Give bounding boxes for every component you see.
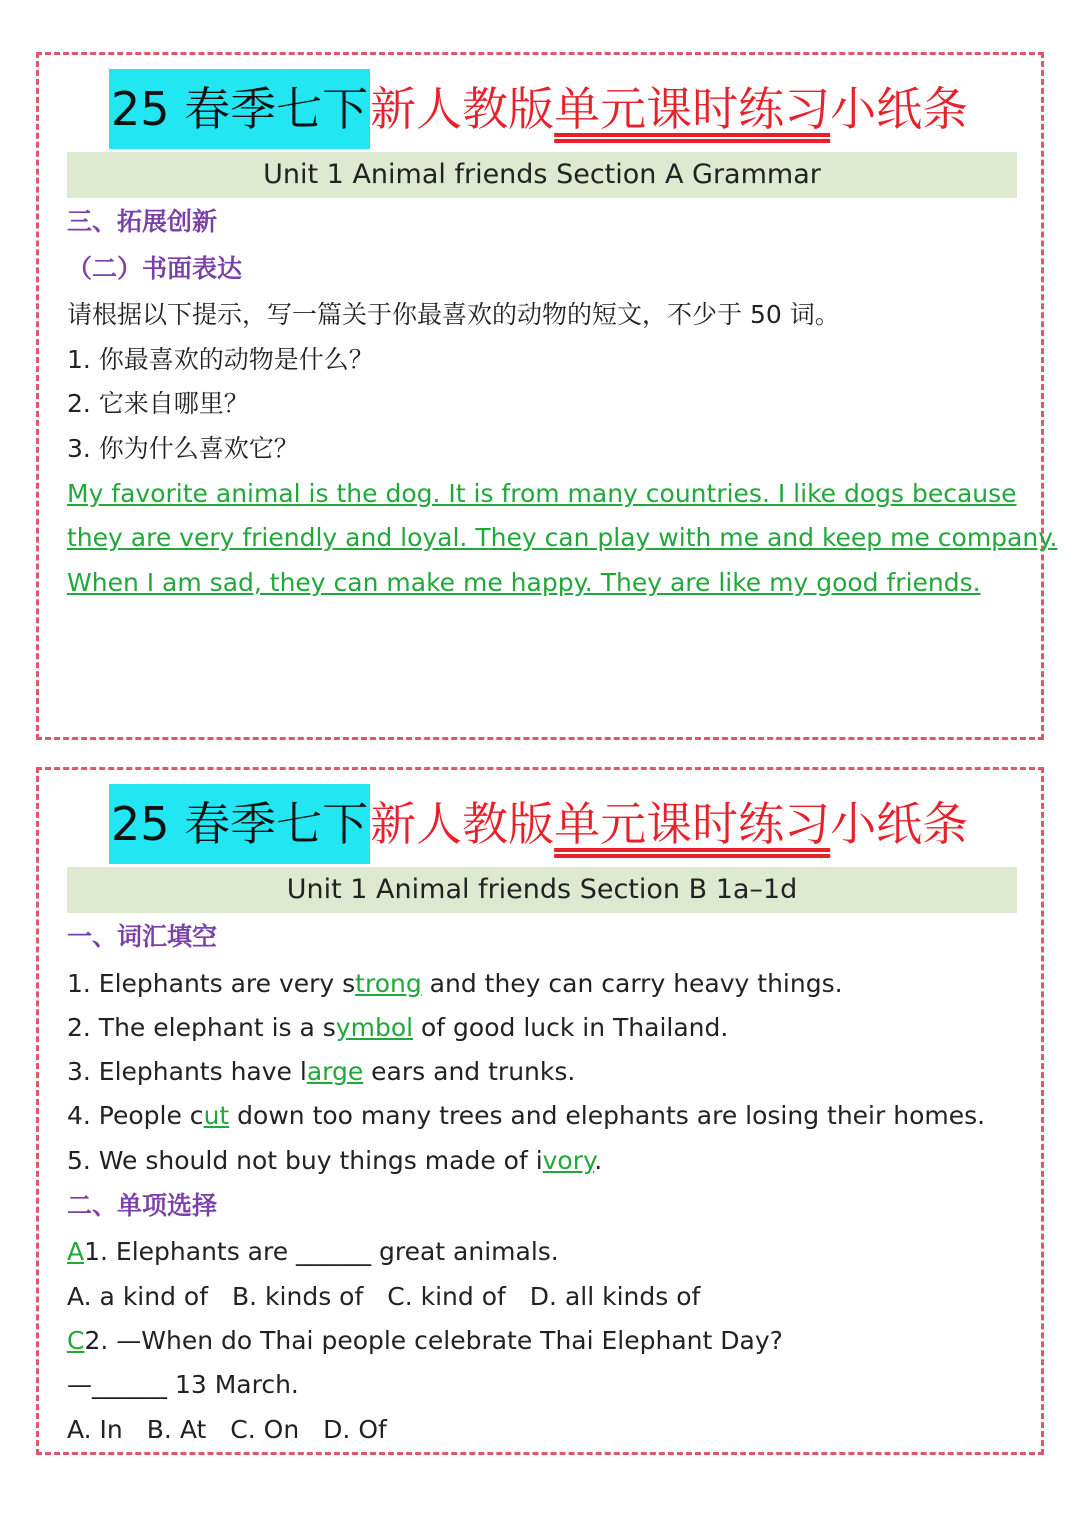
vocab-answer: ymbol <box>335 1013 414 1042</box>
vocab-after: of good luck in Thailand. <box>413 1013 729 1042</box>
prompt-item: 3. 你为什么喜欢它？ <box>67 434 299 463</box>
vocab-item <box>67 1054 575 1090</box>
question-answer: A <box>67 1237 85 1266</box>
vocab-answer: trong <box>355 969 422 998</box>
exercise-card-section-b <box>36 767 1044 1455</box>
question-1 <box>67 1234 559 1270</box>
option: A. In <box>67 1415 123 1444</box>
option: D. Of <box>323 1415 387 1444</box>
exercise-card-grammar <box>36 52 1058 740</box>
essay-line: When I am sad, they can make me happy. They are like my good friends. <box>67 568 981 597</box>
title-red-underlined: 单元课时练习 <box>554 797 831 851</box>
vocab-after: and they can carry heavy things. <box>421 969 843 998</box>
section-heading-vocab: 一、词汇填空 <box>67 922 218 951</box>
vocab-before: 5. We should not buy things made of i <box>67 1146 543 1175</box>
vocab-item <box>67 1010 728 1046</box>
option: D. all kinds of <box>529 1282 701 1311</box>
essay-line: My favorite animal is the dog. It is from many countries. I like dogs because <box>67 479 1017 508</box>
vocab-answer: ut <box>203 1101 230 1130</box>
title-highlight: 25 春季七下 <box>109 784 370 864</box>
option: A. a kind of <box>67 1282 209 1311</box>
card-title <box>109 69 968 149</box>
question-2 <box>67 1323 783 1359</box>
question-2-options <box>67 1412 411 1448</box>
title-red-plain: 新人教版 <box>370 797 555 851</box>
section-heading: 三、拓展创新 <box>67 207 218 236</box>
unit-subtitle: Unit 1 Animal friends Section A Grammar <box>67 152 1017 198</box>
vocab-item <box>67 1143 602 1179</box>
option: C. kind of <box>387 1282 506 1311</box>
card-title <box>109 784 968 864</box>
sub-heading: （二）书面表达 <box>67 254 243 283</box>
vocab-answer: arge <box>306 1057 364 1086</box>
title-red-tail: 小纸条 <box>830 797 969 851</box>
essay-line: they are very friendly and loyal. They can play with me and keep me company. <box>67 523 1058 552</box>
vocab-before: 2. The elephant is a s <box>67 1013 336 1042</box>
prompt-item: 1. 你最喜欢的动物是什么？ <box>67 345 374 374</box>
vocab-before: 3. Elephants have l <box>67 1057 307 1086</box>
title-red-underlined: 单元课时练习 <box>554 82 831 136</box>
vocab-after: ears and trunks. <box>363 1057 576 1086</box>
vocab-before: 4. People c <box>67 1101 204 1130</box>
section-heading-choice: 二、单项选择 <box>67 1191 218 1220</box>
question-2-reply: —______ 13 March. <box>67 1370 299 1399</box>
instruction-text: 请根据以下提示，写一篇关于你最喜欢的动物的短文，不少于 50 词。 <box>67 300 840 329</box>
vocab-after: . <box>594 1146 603 1175</box>
vocab-after: down too many trees and elephants are losing their homes. <box>229 1101 986 1130</box>
option: C. On <box>230 1415 300 1444</box>
vocab-before: 1. Elephants are very s <box>67 969 356 998</box>
question-1-options <box>67 1279 724 1315</box>
title-highlight: 25 春季七下 <box>109 69 370 149</box>
title-red-tail: 小纸条 <box>830 82 969 136</box>
vocab-item <box>67 1098 985 1134</box>
question-text: 2. —When do Thai people celebrate Thai Elephant Day? <box>84 1326 783 1355</box>
vocab-item <box>67 966 843 1002</box>
unit-subtitle: Unit 1 Animal friends Section B 1a–1d <box>67 867 1017 913</box>
vocab-answer: vory <box>542 1146 595 1175</box>
question-answer: C <box>67 1326 85 1355</box>
option: B. kinds of <box>232 1282 364 1311</box>
title-red-plain: 新人教版 <box>370 82 555 136</box>
question-text: 1. Elephants are ______ great animals. <box>84 1237 559 1266</box>
option: B. At <box>146 1415 207 1444</box>
prompt-item: 2. 它来自哪里？ <box>67 389 249 418</box>
